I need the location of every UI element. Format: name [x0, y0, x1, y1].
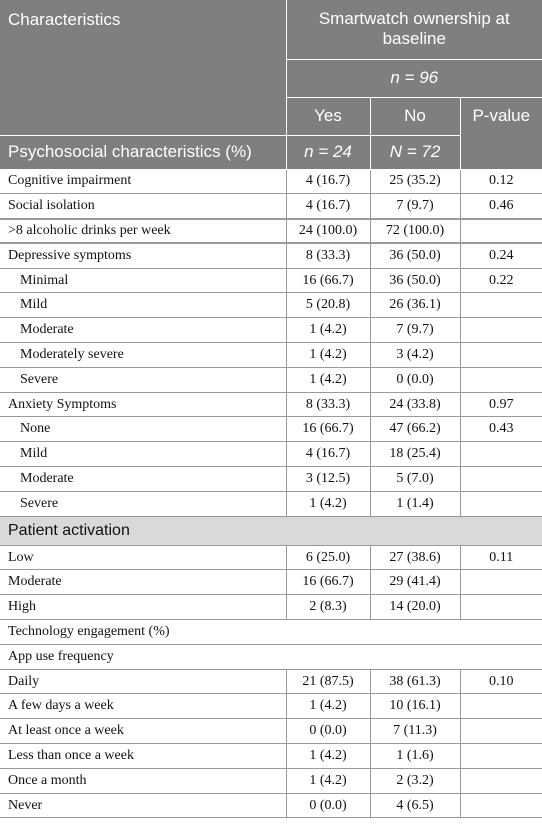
no-value: 1 (1.6)	[370, 744, 460, 769]
no-value: 47 (66.2)	[370, 417, 460, 442]
n-total-header: n = 96	[286, 59, 542, 97]
table-row	[0, 744, 542, 769]
yes-value: 16 (66.7)	[286, 268, 370, 293]
yes-value: 1 (4.2)	[286, 768, 370, 793]
no-value: 14 (20.0)	[370, 595, 460, 620]
no-value: 38 (61.3)	[370, 669, 460, 694]
table-row	[0, 367, 542, 392]
no-value: 36 (50.0)	[370, 268, 460, 293]
row-label: >8 alcoholic drinks per week	[0, 219, 286, 244]
table-row	[0, 545, 542, 570]
row-label: Anxiety Symptoms	[0, 392, 286, 417]
table-row	[0, 169, 542, 194]
table-row	[0, 442, 542, 467]
p-value	[460, 595, 542, 620]
table-row	[0, 417, 542, 442]
no-value: 3 (4.2)	[370, 343, 460, 368]
table-row	[0, 669, 542, 694]
p-value	[460, 570, 542, 595]
row-label: Moderate	[0, 467, 286, 492]
yes-value: 1 (4.2)	[286, 343, 370, 368]
table-row	[0, 194, 542, 219]
row-label: Once a month	[0, 768, 286, 793]
header-row-1	[0, 0, 542, 59]
no-value: 27 (38.6)	[370, 545, 460, 570]
table-row	[0, 570, 542, 595]
characteristics-header: Characteristics	[0, 0, 286, 135]
section-patient-activation-row	[0, 516, 542, 545]
p-value	[460, 219, 542, 244]
row-label: Less than once a week	[0, 744, 286, 769]
table-row	[0, 392, 542, 417]
p-value	[460, 793, 542, 818]
p-value	[460, 467, 542, 492]
no-value: 72 (100.0)	[370, 219, 460, 244]
row-label: High	[0, 595, 286, 620]
p-value: 0.97	[460, 392, 542, 417]
no-value: 4 (6.5)	[370, 793, 460, 818]
yes-value: 8 (33.3)	[286, 392, 370, 417]
row-label: Mild	[0, 293, 286, 318]
no-value: 18 (25.4)	[370, 442, 460, 467]
yes-value: 2 (8.3)	[286, 595, 370, 620]
no-value: 5 (7.0)	[370, 467, 460, 492]
row-label: Never	[0, 793, 286, 818]
table-row	[0, 343, 542, 368]
yes-value: 0 (0.0)	[286, 719, 370, 744]
yes-value: 16 (66.7)	[286, 417, 370, 442]
yes-value: 21 (87.5)	[286, 669, 370, 694]
no-value: 36 (50.0)	[370, 243, 460, 268]
p-value	[460, 744, 542, 769]
psychosocial-header: Psychosocial characteristics (%)	[0, 135, 286, 169]
no-value: 26 (36.1)	[370, 293, 460, 318]
n-yes-header: n = 24	[286, 135, 370, 169]
no-value: 7 (11.3)	[370, 719, 460, 744]
p-value: 0.11	[460, 545, 542, 570]
table-row	[0, 793, 542, 818]
row-label: None	[0, 417, 286, 442]
table-row	[0, 268, 542, 293]
yes-value: 1 (4.2)	[286, 367, 370, 392]
row-label: Severe	[0, 491, 286, 516]
no-value: 10 (16.1)	[370, 694, 460, 719]
p-value: 0.12	[460, 169, 542, 194]
p-value	[460, 694, 542, 719]
table-row	[0, 243, 542, 268]
row-label: At least once a week	[0, 719, 286, 744]
pvalue-header: P-value	[460, 97, 542, 169]
no-value: 2 (3.2)	[370, 768, 460, 793]
p-value: 0.24	[460, 243, 542, 268]
table-row	[0, 219, 542, 244]
row-label: Mild	[0, 442, 286, 467]
p-value	[460, 491, 542, 516]
yes-value: 6 (25.0)	[286, 545, 370, 570]
table-row	[0, 694, 542, 719]
p-value	[460, 293, 542, 318]
yes-value: 16 (66.7)	[286, 570, 370, 595]
p-value	[460, 442, 542, 467]
no-value: 0 (0.0)	[370, 367, 460, 392]
row-label: Low	[0, 545, 286, 570]
table-row	[0, 293, 542, 318]
table-row	[0, 595, 542, 620]
n-no-header: N = 72	[370, 135, 460, 169]
row-label: Moderate	[0, 318, 286, 343]
table-row	[0, 467, 542, 492]
yes-value: 1 (4.2)	[286, 744, 370, 769]
row-label: Severe	[0, 367, 286, 392]
yes-value: 8 (33.3)	[286, 243, 370, 268]
yes-header: Yes	[286, 97, 370, 135]
no-value: 7 (9.7)	[370, 318, 460, 343]
yes-value: 3 (12.5)	[286, 467, 370, 492]
no-header: No	[370, 97, 460, 135]
row-label: Moderately severe	[0, 343, 286, 368]
row-label: Minimal	[0, 268, 286, 293]
row-label: Depressive symptoms	[0, 243, 286, 268]
row-label: Daily	[0, 669, 286, 694]
no-value: 25 (35.2)	[370, 169, 460, 194]
yes-value: 1 (4.2)	[286, 694, 370, 719]
p-value	[460, 367, 542, 392]
p-value: 0.43	[460, 417, 542, 442]
no-value: 1 (1.4)	[370, 491, 460, 516]
table-row	[0, 491, 542, 516]
yes-value: 1 (4.2)	[286, 318, 370, 343]
p-value: 0.22	[460, 268, 542, 293]
row-label: Social isolation	[0, 194, 286, 219]
technology-engagement-label-row	[0, 620, 542, 645]
table-row	[0, 318, 542, 343]
p-value	[460, 343, 542, 368]
yes-value: 5 (20.8)	[286, 293, 370, 318]
p-value: 0.10	[460, 669, 542, 694]
yes-value: 4 (16.7)	[286, 442, 370, 467]
table-row	[0, 768, 542, 793]
row-label: Moderate	[0, 570, 286, 595]
row-label: Cognitive impairment	[0, 169, 286, 194]
technology-engagement-label: Technology engagement (%)	[0, 620, 542, 645]
smartwatch-ownership-header: Smartwatch ownership at baseline	[286, 0, 542, 59]
row-label: A few days a week	[0, 694, 286, 719]
p-value	[460, 318, 542, 343]
no-value: 29 (41.4)	[370, 570, 460, 595]
table-row	[0, 719, 542, 744]
yes-value: 4 (16.7)	[286, 169, 370, 194]
yes-value: 0 (0.0)	[286, 793, 370, 818]
yes-value: 1 (4.2)	[286, 491, 370, 516]
yes-value: 24 (100.0)	[286, 219, 370, 244]
p-value: 0.46	[460, 194, 542, 219]
app-use-frequency-label: App use frequency	[0, 644, 542, 669]
no-value: 7 (9.7)	[370, 194, 460, 219]
p-value	[460, 719, 542, 744]
no-value: 24 (33.8)	[370, 392, 460, 417]
yes-value: 4 (16.7)	[286, 194, 370, 219]
section-patient-activation: Patient activation	[0, 516, 542, 545]
p-value	[460, 768, 542, 793]
app-use-frequency-label-row	[0, 644, 542, 669]
